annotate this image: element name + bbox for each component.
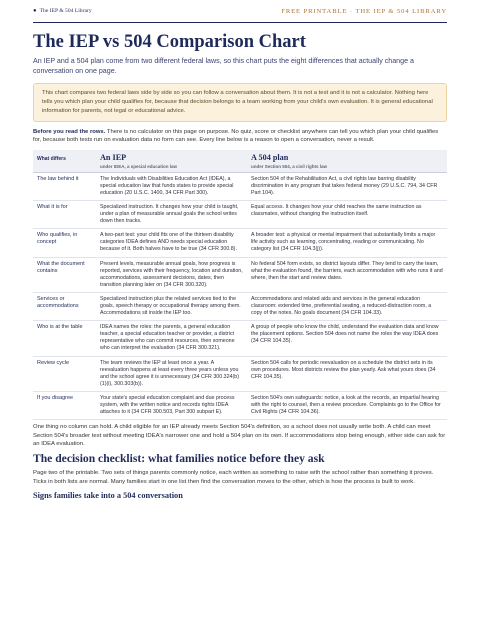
iep-cell: Specialized instruction. It changes how your child is taught, under a plan of measurable annual goals the school writes down then tracks.: [96, 200, 247, 228]
row-label: Review cycle: [33, 356, 96, 391]
plan504-cell: A broader test: a physical or mental impairment that substantially limits a major life activity such as learning, concentrating, reading or communicating. No category list (34 CFR 104.3(j)).: [247, 229, 447, 257]
row-label: The law behind it: [33, 172, 96, 200]
brand-dot-icon: ●: [33, 8, 37, 14]
table-row: [33, 172, 447, 200]
checklist-heading: The decision checklist: what families notice before they ask: [33, 452, 325, 466]
before-note-text: There is no calculator on this page on purpose. No quiz, score or checklist anywhere can tell you which plan your child qualifies for, because both tests run on evaluation data no form can see. Every line below is a reason to open a conversation, never a result.: [33, 128, 439, 144]
iep-cell: Specialized instruction plus the related services tied to the goals, speech therapy or occupational therapy among them. Accommodations sit inside the IEP too.: [96, 292, 247, 320]
checklist-intro: Page two of the printable. Two sets of things parents commonly notice, each written as something to raise with the school rather than something it proves. Ticks in both lists are normal. Many families start in one list then find the conversation moves to the other, which is how the process is built to work.: [33, 470, 434, 485]
col-header-what-differs: What differs: [33, 150, 96, 173]
plan504-cell: A group of people who know the child, understand the evaluation data and know the placement options. Section 504 does not name the roles the way IDEA does (34 CFR 104.35).: [247, 321, 447, 356]
col-header-iep: [96, 150, 247, 173]
brand: [33, 8, 92, 14]
iep-cell: The team reviews the IEP at least once a year. A reevaluation happens at least every three years unless you and the school agree it is unnecessary (34 CFR 300.324(b)(1)(i), 300.303(b)).: [96, 356, 247, 391]
iep-cell: Present levels, measurable annual goals, how progress is reported, services with their frequency, location and duration, accommodations, assessment decisions, dates, then transition planning later on (34 CFR 300.320).: [96, 257, 247, 292]
page-title: The IEP vs 504 Comparison Chart: [33, 32, 306, 52]
iep-cell: A two-part test: your child fits one of the thirteen disability categories IDEA defines AND needs special education because of it. Both halves have to be true (34 CFR 300.8).: [96, 229, 247, 257]
row-label: Who is at the table: [33, 321, 96, 356]
comparison-table: [33, 150, 447, 421]
iep-cell: IDEA names the roles: the parents, a general education teacher, a special education teacher or provider, a district representative who can commit resources, then someone who can interpret the evaluation (34 CFR 300.321).: [96, 321, 247, 356]
table-header-row: [33, 150, 447, 173]
table-row: [33, 229, 447, 257]
table-row: [33, 321, 447, 356]
col-header-504-title: A 504 plan: [251, 152, 289, 162]
plan504-cell: Section 504's own safeguards: notice, a look at the records, an impartial hearing with the right to counsel, then a review procedure. Complaints go to the Office for Civil Rights (34 CFR 104.36).: [247, 391, 447, 419]
iep-cell: Your state's special education complaint and due process system, with the written notice and records rights IDEA attaches to it (34 CFR 300.503, Part 300 subpart E).: [96, 391, 247, 419]
plan504-cell: No federal 504 form exists, so district layouts differ. They tend to carry the team, what the evaluation found, the barriers, each accommodation with who runs it and where, then the start and review dates.: [247, 257, 447, 292]
table-row: [33, 356, 447, 391]
after-table-note: One thing no column can hold. A child eligible for an IEP already meets Section 504's definition, so a school does not usually write both. A child can meet Section 504's broader test without meeting IDEA's narrower one and hold a 504 plan on its own. If accommodations stop being enough, either side can ask for an IDEA evaluation.: [33, 424, 446, 448]
checklist-subheading: Signs families take into a 504 conversation: [33, 491, 183, 501]
col-header-504: [247, 150, 447, 173]
row-label: What the document contains: [33, 257, 96, 292]
disclaimer-callout: This chart compares two federal laws side by side so you can follow a conversation about them. It is not a test and it is not a calculator. Nothing here tells you which plan your child qualifies for, because that decision belongs to a team working from your child's own evaluation. It is general educational information for parents, not legal or educational advice.: [33, 83, 447, 121]
row-label: What it is for: [33, 200, 96, 228]
top-bar: [33, 0, 447, 23]
row-label: Services or accommodations: [33, 292, 96, 320]
plan504-cell: Equal access. It changes how your child reaches the same instruction as classmates, without changing the instruction itself.: [247, 200, 447, 228]
before-note-lead: Before you read the rows.: [33, 128, 106, 135]
iep-cell: The Individuals with Disabilities Education Act (IDEA), a special education law that funds states to provide special education (20 U.S.C. 1400, 34 CFR Part 300).: [96, 172, 247, 200]
plan504-cell: Section 504 calls for periodic reevaluation on a schedule the district sets in its own procedures. Most districts review the plan yearly. Ask what yours does (34 CFR 104.35).: [247, 356, 447, 391]
row-label: Who qualifies, in concept: [33, 229, 96, 257]
brand-name: The IEP & 504 Library: [39, 8, 92, 14]
col-header-iep-title: An IEP: [100, 152, 127, 162]
table-row: [33, 391, 447, 419]
col-header-504-sub: under Section 504, a civil rights law: [251, 163, 328, 169]
plan504-cell: Section 504 of the Rehabilitation Act, a civil rights law barring disability discrimination in any program that takes federal money (29 U.S.C. 794, 34 CFR Part 104).: [247, 172, 447, 200]
plan504-cell: Accommodations and related aids and services in the general education classroom: extended time, preferential seating, a reduced-distraction room, a copy of the notes. No goals document (34 CFR 104.33).: [247, 292, 447, 320]
page-lede: An IEP and a 504 plan come from two different federal laws, so this chart puts the eight differences that actually change a conversation on one page.: [33, 57, 414, 76]
printable-kicker: FREE PRINTABLE · THE IEP & 504 LIBRARY: [281, 7, 447, 15]
table-row: [33, 257, 447, 292]
row-label: If you disagree: [33, 391, 96, 419]
table-row: [33, 292, 447, 320]
table-row: [33, 200, 447, 228]
col-header-iep-sub: under IDEA, a special education law: [100, 163, 178, 169]
before-note: [33, 128, 447, 145]
